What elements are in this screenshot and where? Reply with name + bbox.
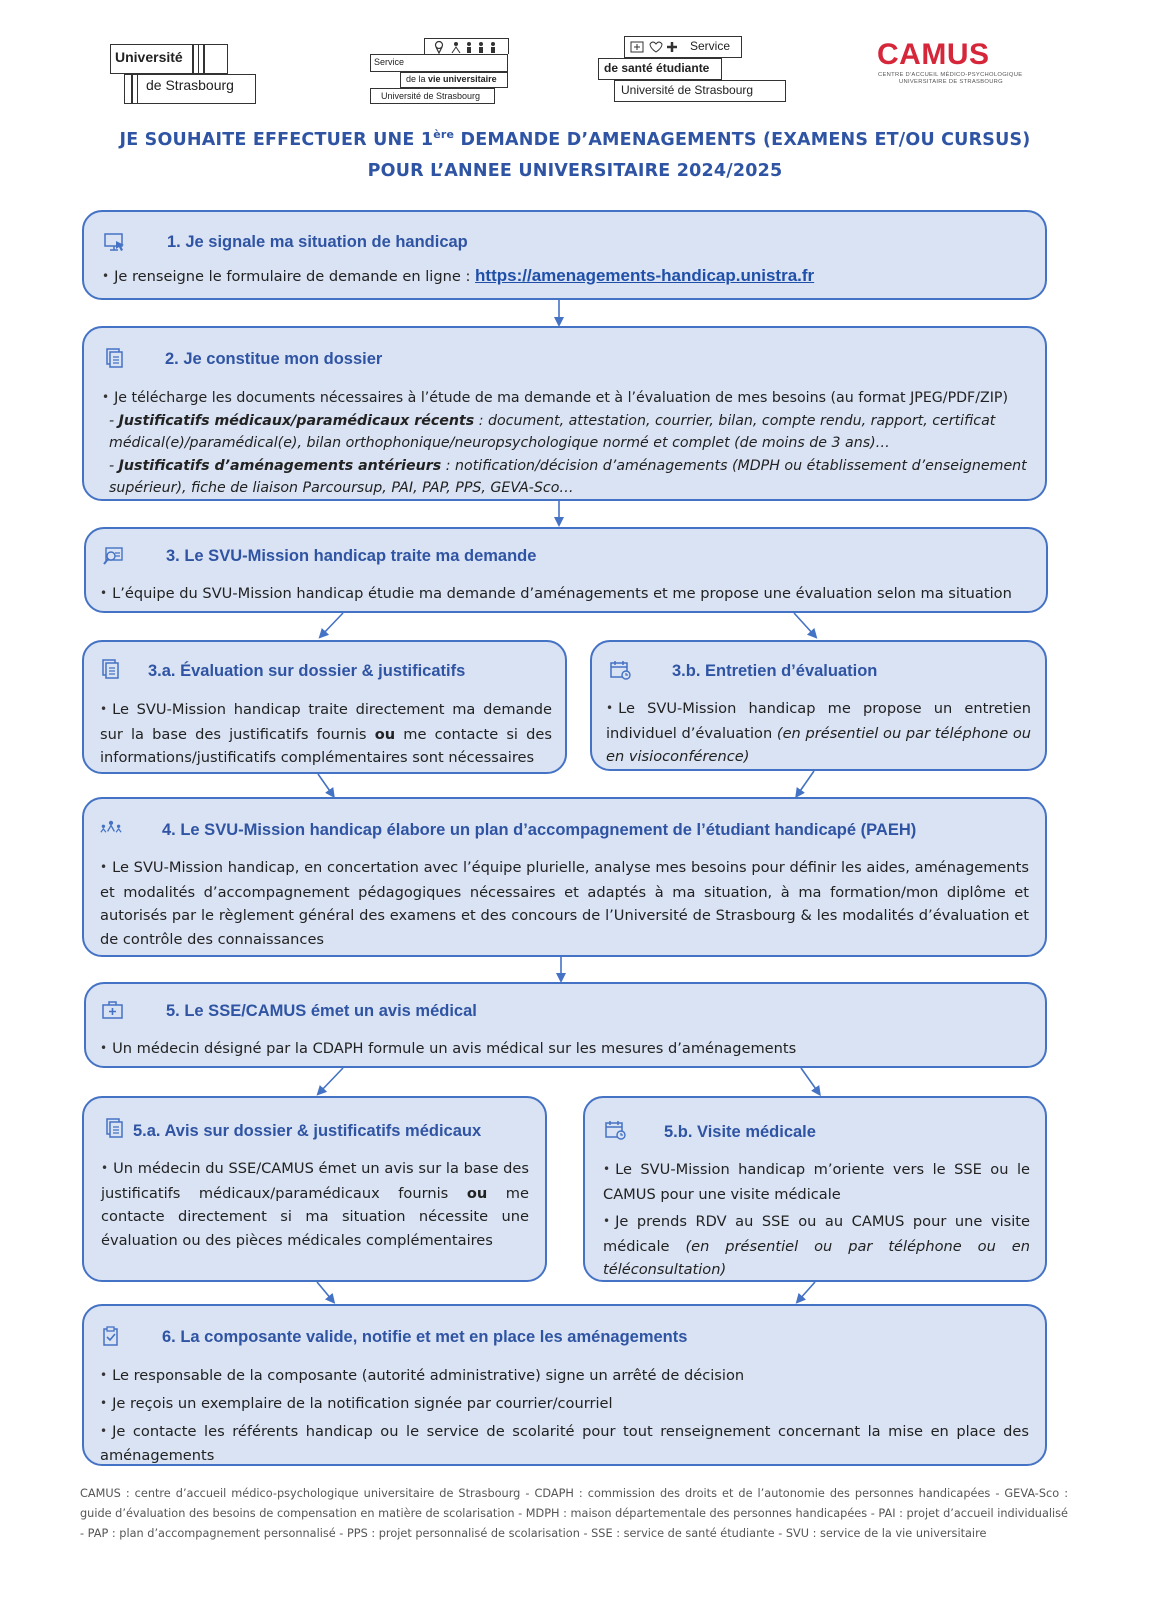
step-2-text	[102, 387, 1037, 500]
calendar-icon	[605, 1120, 627, 1140]
calendar-icon	[610, 660, 632, 680]
step-5b-bullet1: • Le SVU-Mission handicap m’oriente vers le SSE ou le CAMUS pour une visite médicale	[603, 1158, 1030, 1206]
step-6-title: 6. La composante valide, notifie et met en place les aménagements	[162, 1328, 688, 1346]
step-3a-title: 3.a. Évaluation sur dossier & justificatifs	[148, 662, 466, 680]
logo-svu-uni: Université de Strasbourg	[381, 91, 481, 101]
logo-sse-uni: Université de Strasbourg	[621, 83, 754, 97]
camus-name: CAMUS	[877, 38, 990, 71]
step-2-previous-docs-cont: supérieur), fiche de liaison Parcoursup, PAI, PAP, PPS, GEVA-Sco…	[109, 480, 574, 496]
step-6-bullet1: • Le responsable de la composante (autorité administrative) signe un arrêté de décision	[100, 1364, 1029, 1388]
arrow-5b-6	[799, 1282, 815, 1300]
step-3b-text: • Le SVU-Mission handicap me propose un entretien individuel d’évaluation (en présentiel ou par téléphone ou en visioconférence)	[606, 697, 1031, 769]
step-2-medical-docs: - Justificatifs médicaux/paramédicaux récents : document, attestation, courrier, bilan, compte rendu, rapport, certificat	[109, 412, 996, 429]
logo-uni-line1: Université	[115, 49, 183, 65]
arrow-5a-6	[317, 1282, 332, 1300]
step-1-text: • Je renseigne le formulaire de demande en ligne : https://amenagements-handicap.unistra.fr	[102, 264, 814, 290]
logo-sse-service: Service	[690, 39, 731, 53]
search-person-icon	[102, 547, 124, 567]
arrow-5-5b	[801, 1068, 818, 1092]
step-5-text: • Un médecin désigné par la CDAPH formule un avis médical sur les mesures d’aménagements	[100, 1037, 796, 1062]
step-2-medical-docs-cont: médical(e)/paramédical(e), bilan orthophonique/neuropsychologique normé et complet (de moins de 3 ans)…	[109, 435, 890, 451]
camus-sub1: CENTRE D'ACCUEIL MÉDICO-PSYCHOLOGIQUE	[878, 72, 1023, 78]
step-6-text	[100, 1364, 1029, 1467]
step-5a-text: • Un médecin du SSE/CAMUS émet un avis sur la base des justificatifs médicaux/paramédicaux fournis ou me contacte directement si ma situation nécessite une évaluation ou des pièces médicales complémentaires	[101, 1157, 529, 1252]
medical-bag-icon	[102, 1000, 124, 1020]
step-1-title: 1. Je signale ma situation de handicap	[167, 233, 468, 251]
step-5b-bullet2: • Je prends RDV au SSE ou au CAMUS pour une visite médicale (en présentiel ou par téléphone ou en téléconsultation)	[603, 1210, 1030, 1282]
documents-icon	[100, 659, 122, 679]
form-link[interactable]: https://amenagements-handicap.unistra.fr	[475, 266, 815, 285]
page-title-line2: POUR L’ANNEE UNIVERSITAIRE 2024/2025	[367, 161, 783, 181]
step-3-title: 3. Le SVU-Mission handicap traite ma demande	[166, 547, 537, 565]
step-3b-title: 3.b. Entretien d’évaluation	[672, 662, 878, 680]
step-6-bullet3: • Je contacte les référents handicap ou le service de scolarité pour tout renseignement concernant la mise en place des aménagements	[100, 1420, 1029, 1467]
clipboard-check-icon	[101, 1326, 123, 1346]
arrow-3b-4	[798, 771, 814, 794]
step-2-previous-docs: - Justificatifs d’aménagements antérieurs : notification/décision d’aménagements (MDPH ou établissement d’enseignement	[109, 457, 1027, 474]
documents-icon	[104, 1118, 126, 1138]
step-6-bullet2: • Je reçois un exemplaire de la notification signée par courrier/courriel	[100, 1392, 1029, 1416]
documents-icon	[104, 348, 126, 368]
group-icon	[100, 818, 122, 838]
computer-pointer-icon	[104, 233, 126, 253]
arrow-3-3a	[322, 613, 343, 635]
arrow-3-3b	[794, 613, 814, 635]
step-5b-title: 5.b. Visite médicale	[664, 1123, 816, 1141]
page-title-line1: JE SOUHAITE EFFECTUER UNE 1ère DEMANDE D’AMENAGEMENTS (EXAMENS ET/OU CURSUS)	[119, 128, 1031, 150]
arrow-5-5a	[320, 1068, 343, 1092]
logo-uni-line2: de Strasbourg	[146, 77, 234, 93]
step-3a-text: • Le SVU-Mission handicap traite directement ma demande sur la base des justificatifs fournis ou me contacte si des informations/justificatifs complémentaires sont nécessaires	[100, 698, 552, 770]
step-2-line1: • Je télécharge les documents nécessaires à l’étude de ma demande et à l’évaluation de mes besoins (au format JPEG/PDF/ZIP)	[102, 387, 1037, 410]
step-5b-text	[603, 1158, 1030, 1282]
logo-sse-sante: de santé étudiante	[604, 61, 710, 75]
logo-svu-line2: de la vie universitaire	[406, 74, 497, 84]
camus-sub2: UNIVERSITAIRE DE STRASBOURG	[899, 79, 1003, 85]
step-3-text: • L’équipe du SVU-Mission handicap étudie ma demande d’aménagements et me propose une évaluation selon ma situation	[100, 582, 1012, 607]
step-2-title: 2. Je constitue mon dossier	[165, 350, 383, 368]
step-4-text: • Le SVU-Mission handicap, en concertation avec l’équipe plurielle, analyse mes besoins pour définir les aides, aménagements et modalités d’accompagnement pédagogiques nécessaires et adaptés à ma situation, à ma formation/mon diplôme et autorisés par le règlement général des examens et des concours de l’Université de Strasbourg & les modalités d’évaluation et de contrôle des connaissances	[100, 856, 1029, 951]
step-5a-title: 5.a. Avis sur dossier & justificatifs médicaux	[133, 1122, 482, 1140]
step-4-title: 4. Le SVU-Mission handicap élabore un plan d’accompagnement de l’étudiant handicapé (PAEH)	[162, 821, 917, 839]
step-5-title: 5. Le SSE/CAMUS émet un avis médical	[166, 1002, 477, 1020]
logo-svu-service: Service	[374, 57, 405, 67]
footer-glossary: CAMUS : centre d’accueil médico-psychologique universitaire de Strasbourg - CDAPH : commission des droits et de l’autonomie des personnes handicapées - GEVA-Sco : guide d’évaluation des besoins de compensation en matière de scolarisation - MDPH : maison départementale des personnes handicapées - PAI : projet d’accueil individualisé - PAP : plan d’accompagnement personnalisé - PPS : projet personnalisé de scolarisation - SSE : service de santé étudiante - SVU : service de la vie universitaire	[80, 1487, 1068, 1540]
arrow-3a-4	[318, 774, 332, 794]
